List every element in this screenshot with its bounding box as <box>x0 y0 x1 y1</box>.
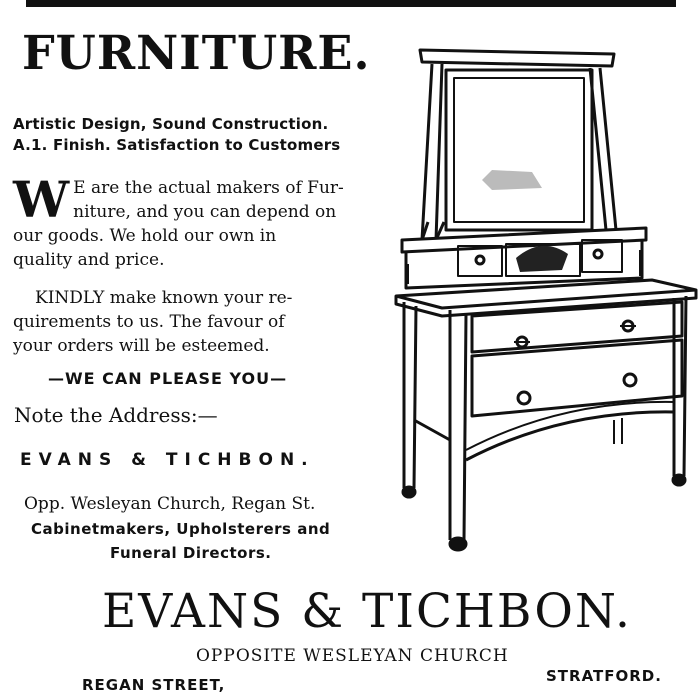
paragraph-line: E are the actual makers of Fur- <box>73 178 344 198</box>
call-to-action: —WE CAN PLEASE YOU— <box>48 369 288 388</box>
tagline-line-2: A.1. Finish. Satisfaction to Customers <box>13 136 341 154</box>
drop-cap: W <box>13 170 70 229</box>
footer-street: REGAN STREET, <box>82 676 226 694</box>
paragraph-kindly <box>13 286 383 358</box>
paragraph-line: niture, and you can depend on <box>73 202 337 222</box>
top-rule <box>26 0 676 7</box>
address-note: Note the Address:— <box>14 403 218 427</box>
footer-opposite-church: OPPOSITE WESLEYAN CHURCH <box>196 646 509 666</box>
paragraph-line: quirements to us. The favour of <box>13 312 285 332</box>
paragraph-line: KINDLY make known your re- <box>35 288 293 308</box>
footer-firm-name: EVANS & TICHBON. <box>102 584 632 639</box>
dressing-table-illustration <box>392 40 700 560</box>
tagline-line-1: Artistic Design, Sound Construction. <box>13 115 329 133</box>
paragraph-line: your orders will be esteemed. <box>13 336 270 356</box>
headline: FURNITURE. <box>22 26 371 81</box>
opposite-church: Opp. Wesleyan Church, Regan St. <box>24 494 316 514</box>
footer-town: STRATFORD. <box>546 667 662 685</box>
trades-line-1: Cabinetmakers, Upholsterers and <box>31 520 331 538</box>
firm-name-spaced: EVANS & TICHBON. <box>20 450 315 470</box>
paragraph-line: our goods. We hold our own in <box>13 226 277 246</box>
trades-line-2: Funeral Directors. <box>110 544 272 562</box>
paragraph-makers <box>13 170 383 272</box>
paragraph-line: quality and price. <box>13 250 165 270</box>
